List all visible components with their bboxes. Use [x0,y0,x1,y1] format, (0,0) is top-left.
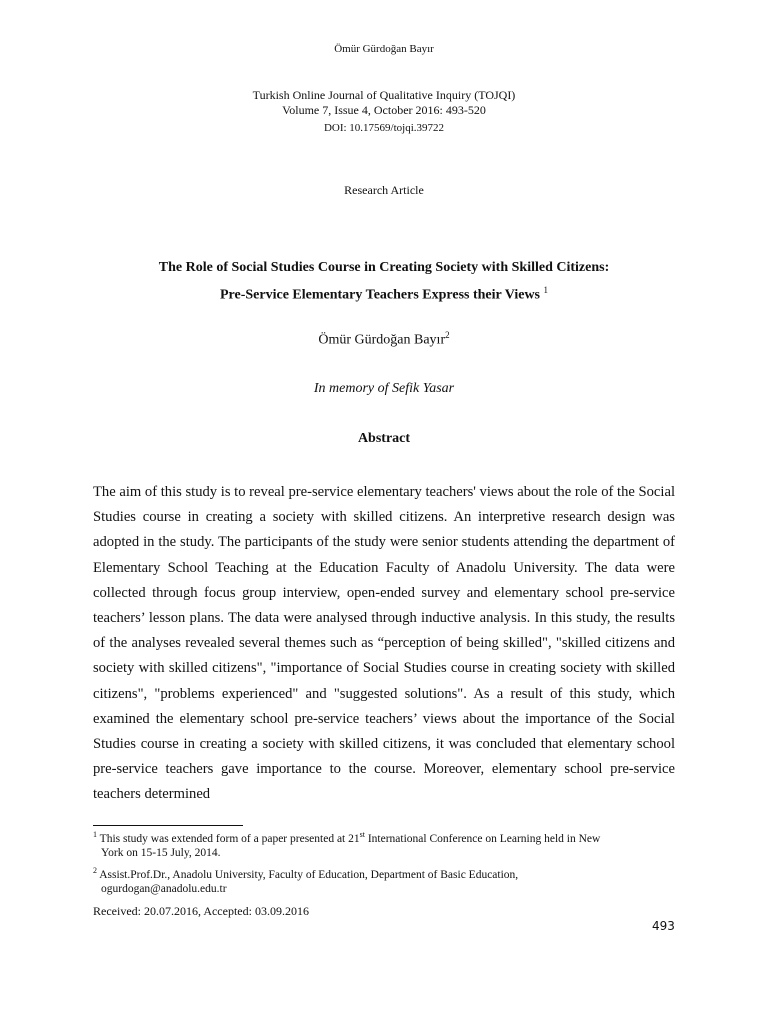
title-line-1: The Role of Social Studies Course in Creating Society with Skilled Citizens: [158,260,610,275]
title-line-2 [0,279,768,307]
journal-info [0,88,768,118]
paper-title [0,257,768,307]
doi[interactable]: DOI: 10.17569/tojqi.39722 [323,122,445,134]
footnote-divider [93,825,243,826]
article-type: Research Article [344,183,424,197]
dedication: In memory of Sefik Yasar [313,381,455,396]
abstract-heading: Abstract [357,431,411,446]
author-footnote-marker[interactable]: 2 [445,330,450,340]
author [0,330,768,349]
page-number: 493 [652,919,675,933]
footnote-1-marker: 1 [93,830,97,840]
author-name: Ömür Gürdoğan Bayır [318,332,446,348]
footnote-2-text-a: Assist.Prof.Dr., Anadolu University, Faculty of Education, Department of Basic Education, [99,869,519,881]
footnote-2 [93,868,683,896]
abstract-text: The aim of this study is to reveal pre-service elementary teachers' views about the role of the Social Studies course in creating a society with skilled citizens. An interpretive research design was adopted in the study. The participants of the study were senior students attending the department of Elementary School Teaching at the Education Faculty of Anadolu University. The data were collected through focus group interview, open-ended survey and elementary school pre-service teachers’ lesson plans. The data were analysed through inductive analysis. In this study, the results of the analyses revealed several themes such as “perception of being skilled", "skilled citizens and society with skilled citizens", "importance of Social Studies course in creating society with skilled citizens", "problems experienced" and "suggested solutions". As a result of this study, which examined the elementary school pre-service teachers’ views about the importance of the Social Studies course in creating a society with skilled citizens, it was concluded that elementary school pre-service teachers gave importance to the course. Moreover, elementary school pre-service teachers determined [93,484,675,803]
journal-name: Turkish Online Journal of Qualitative Inquiry (TOJQI) [252,88,516,102]
received-dates: Received: 20.07.2016, Accepted: 03.09.2016 [93,904,309,918]
footnote-1-ordinal: st [359,830,365,840]
footnote-1-text-a: This study was extended form of a paper presented at 21 [99,833,360,845]
title-line-2-text: Pre-Service Elementary Teachers Express their Views [220,287,540,303]
title-footnote-marker[interactable]: 1 [543,285,548,295]
footnote-1-text-c: York on 15-15 July, 2014. [101,847,221,859]
journal-volume: Volume 7, Issue 4, October 2016: 493-520 [282,103,486,117]
footnote-2-marker: 2 [93,866,97,876]
running-head: Ömür Gürdoğan Bayır [334,43,434,55]
footnote-1-text-b: International Conference on Learning held in New [364,833,601,845]
footnote-1 [93,832,683,860]
footnote-2-email[interactable]: ogurdogan@anadolu.edu.tr [101,883,227,895]
